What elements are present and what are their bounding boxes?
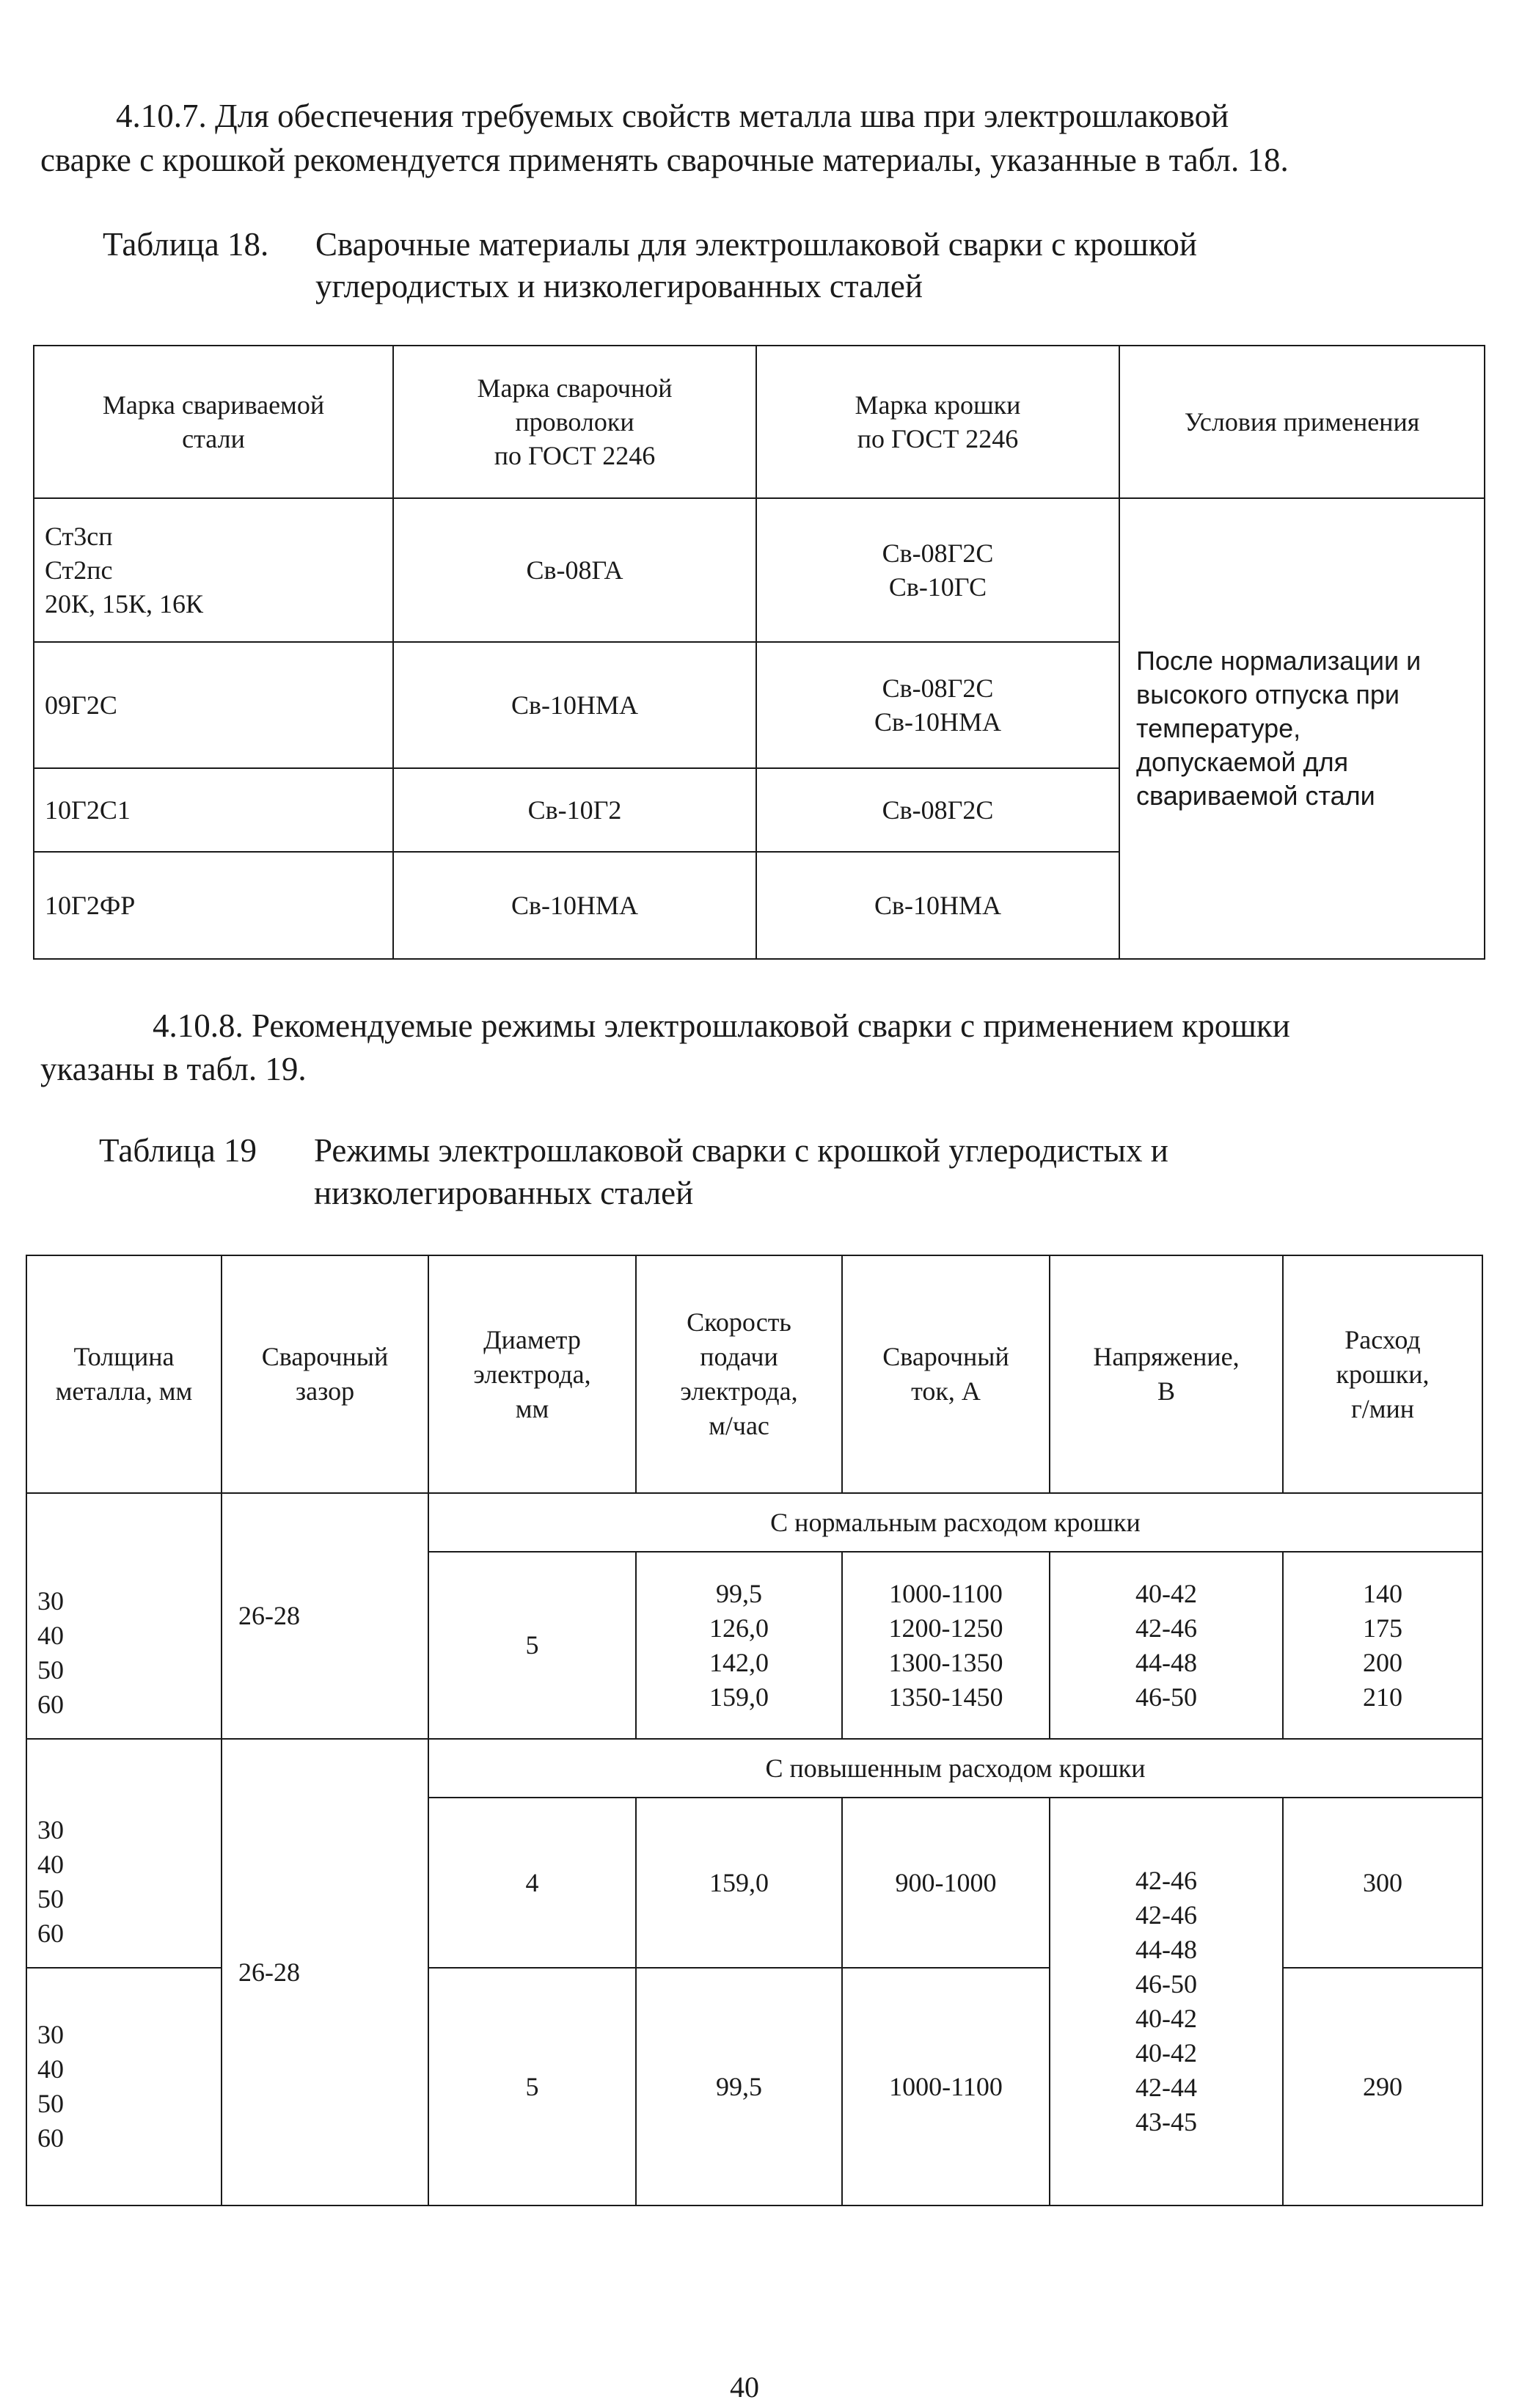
header-cell: Условия применения — [1119, 346, 1485, 498]
table-19-title: низколегированных сталей — [314, 1175, 694, 1211]
consumption-cell: 290 — [1283, 1968, 1482, 2205]
speed-cell: 99,5 — [636, 1968, 842, 2205]
header-cell: Диаметр электрода, мм — [428, 1255, 636, 1493]
chip-grade-cell: Св-08Г2С — [756, 768, 1119, 852]
paragraph-line: 4.10.7. Для обеспечения требуемых свойств металла шва при электрошлаковой — [116, 98, 1229, 134]
speed-cell: 159,0 — [636, 1798, 842, 1968]
wire-grade-cell: Св-08ГА — [393, 498, 756, 642]
steel-grade-cell: 10Г2ФР — [34, 852, 393, 959]
consumption-cell: 140 175 200 210 — [1283, 1552, 1482, 1739]
gap-cell: 26-28 — [222, 1739, 428, 2205]
thickness-cell: 30 40 50 60 — [26, 1493, 222, 1739]
section-title: С повышенным расходом крошки — [428, 1739, 1482, 1798]
section-title: С нормальным расходом крошки — [428, 1493, 1482, 1552]
thickness-cell: 30 40 50 60 — [26, 1968, 222, 2205]
page-number: 40 — [730, 2371, 759, 2404]
current-cell: 1000-1100 1200-1250 1300-1350 1350-1450 — [842, 1552, 1050, 1739]
steel-grade-cell: 10Г2С1 — [34, 768, 393, 852]
wire-grade-cell: Св-10Г2 — [393, 768, 756, 852]
table-19 — [26, 1255, 1483, 2206]
table-19-label: Таблица 19 — [99, 1132, 257, 1169]
section-title-row — [26, 1739, 1482, 1798]
header-cell: Марка крошки по ГОСТ 2246 — [756, 346, 1119, 498]
header-cell: Сварочный зазор — [222, 1255, 428, 1493]
chip-grade-cell: Св-10НМА — [756, 852, 1119, 959]
header-cell: Сварочный ток, А — [842, 1255, 1050, 1493]
diameter-cell: 5 — [428, 1968, 636, 2205]
wire-grade-cell: Св-10НМА — [393, 642, 756, 768]
table-header-row — [34, 346, 1485, 498]
header-cell: Напряжение, В — [1050, 1255, 1283, 1493]
table-18-label: Таблица 18. — [103, 226, 269, 263]
chip-grade-cell: Св-08Г2С Св-10НМА — [756, 642, 1119, 768]
diameter-cell: 5 — [428, 1552, 636, 1739]
conditions-cell: После нормализации и высокого отпуска при температуре, допускаемой для свариваемой стали — [1119, 498, 1485, 959]
table-18 — [33, 345, 1485, 960]
table-18-title: углеродистых и низколегированных сталей — [315, 268, 923, 304]
thickness-cell: 30 40 50 60 — [26, 1739, 222, 1968]
header-cell: Марка сварочной проволоки по ГОСТ 2246 — [393, 346, 756, 498]
header-cell: Скорость подачи электрода, м/час — [636, 1255, 842, 1493]
diameter-cell: 4 — [428, 1798, 636, 1968]
steel-grade-cell: 09Г2С — [34, 642, 393, 768]
table-18-title: Сварочные материалы для электрошлаковой сварки с крошкой — [315, 226, 1197, 263]
voltage-cell: 42-46 42-46 44-48 46-50 40-42 40-42 42-44 43-45 — [1050, 1798, 1283, 2205]
speed-cell: 99,5 126,0 142,0 159,0 — [636, 1552, 842, 1739]
table-19-title: Режимы электрошлаковой сварки с крошкой углеродистых и — [314, 1132, 1168, 1169]
paragraph-line: указаны в табл. 19. — [40, 1051, 307, 1087]
table-row — [34, 498, 1485, 642]
header-cell: Марка свариваемой стали — [34, 346, 393, 498]
section-title-row — [26, 1493, 1482, 1552]
chip-grade-cell: Св-08Г2С Св-10ГС — [756, 498, 1119, 642]
gap-cell: 26-28 — [222, 1493, 428, 1739]
current-cell: 1000-1100 — [842, 1968, 1050, 2205]
current-cell: 900-1000 — [842, 1798, 1050, 1968]
consumption-cell: 300 — [1283, 1798, 1482, 1968]
wire-grade-cell: Св-10НМА — [393, 852, 756, 959]
paragraph-line: сварке с крошкой рекомендуется применять сварочные материалы, указанные в табл. 18. — [40, 142, 1289, 178]
steel-grade-cell: Ст3сп Ст2пс 20К, 15К, 16К — [34, 498, 393, 642]
paragraph-line: 4.10.8. Рекомендуемые режимы электрошлаковой сварки с применением крошки — [153, 1007, 1290, 1044]
header-cell: Толщина металла, мм — [26, 1255, 222, 1493]
voltage-cell: 40-42 42-46 44-48 46-50 — [1050, 1552, 1283, 1739]
header-cell: Расход крошки, г/мин — [1283, 1255, 1482, 1493]
table-header-row — [26, 1255, 1482, 1493]
